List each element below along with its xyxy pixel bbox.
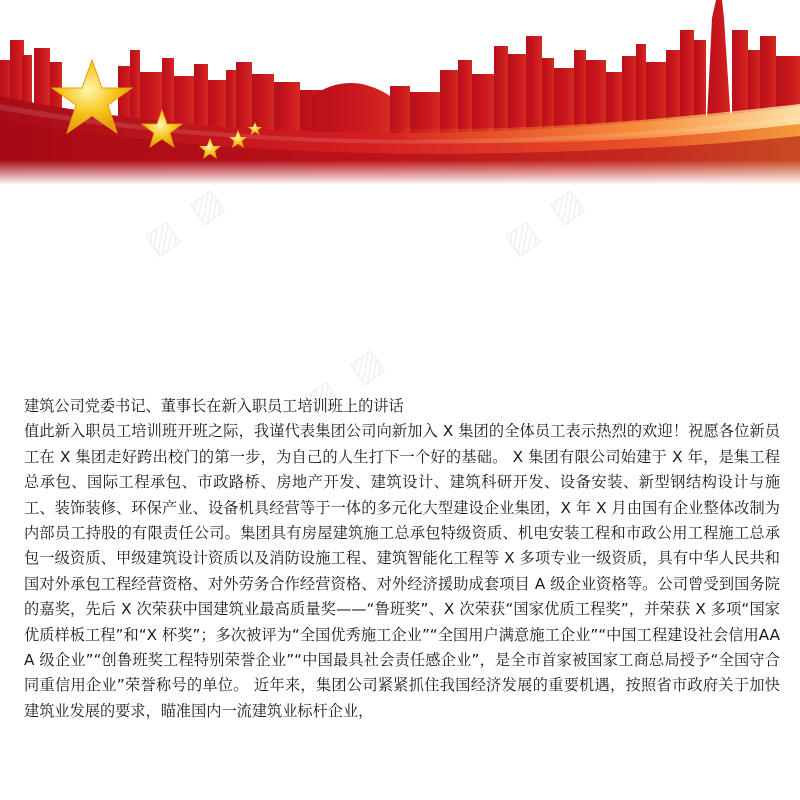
document-body: 值此新入职员工培训班开班之际，我谨代表集团公司向新加入 X 集团的全体员工表示热烈的欢迎！祝愿各位新员工在 X 集团走好跨出校门的第一步，为自己的人生打下一个好的基础。 X 集团有限公司始建于 X 年，是集工程总承包、国际工程承包、市政路桥、房地产开发、建筑设计、建筑科研开发、设备安装、新型钢结构设计与施工、装饰装修、环保产业、设备机具经营等于一体的多元化大型建设企业集团，X 年 X 月由国有企业整体改制为内部员工持股的有限责任公司。集团具有房屋建筑施工总承包特级资质、机电安装工程和市政公用工程施工总承包一级资质、甲级建筑设计资质以及消防设施工程、建筑智能化工程等 X 多项专业一级资质，具有中华人民共和国对外承包工程经营资格、对外劳务合作经营资格、对外经济援助成套项目 A 级企业资格等。公司曾受到国务院的嘉奖，先后 X 次荣获中国建筑业最高质量奖——“鲁班奖”、X 次荣获“国家优质工程奖”，并荣获 X 多项“国家优质样板工程”和“X 杯奖”；多次被评为“全国优秀施工企业”“全国用户满意施工企业”“中国工程建设社会信用AAA 级企业”“创鲁班奖工程特别荣誉企业”“中国最具社会责任感企业”，是全市首家被国家工商总局授予“全国守合同重信用企业”荣誉称号的单位。 近年来，集团公司紧紧抓住我国经济发展的重要机遇，按照省市政府关于加快建筑业发展的要求，瞄准国内一流建筑业标杆企业， xyxy=(24,422,780,720)
document-title: 建筑公司党委书记、董事长在新入职员工培训班上的讲话 xyxy=(24,397,404,415)
watermark-mark: ▨ ▨ xyxy=(496,176,597,264)
document-content xyxy=(24,394,780,724)
red-skyline-banner xyxy=(0,0,800,185)
watermark-mark: ▨ ▨ xyxy=(136,176,237,264)
watermark-mark: ▨ ▨ xyxy=(296,336,397,424)
